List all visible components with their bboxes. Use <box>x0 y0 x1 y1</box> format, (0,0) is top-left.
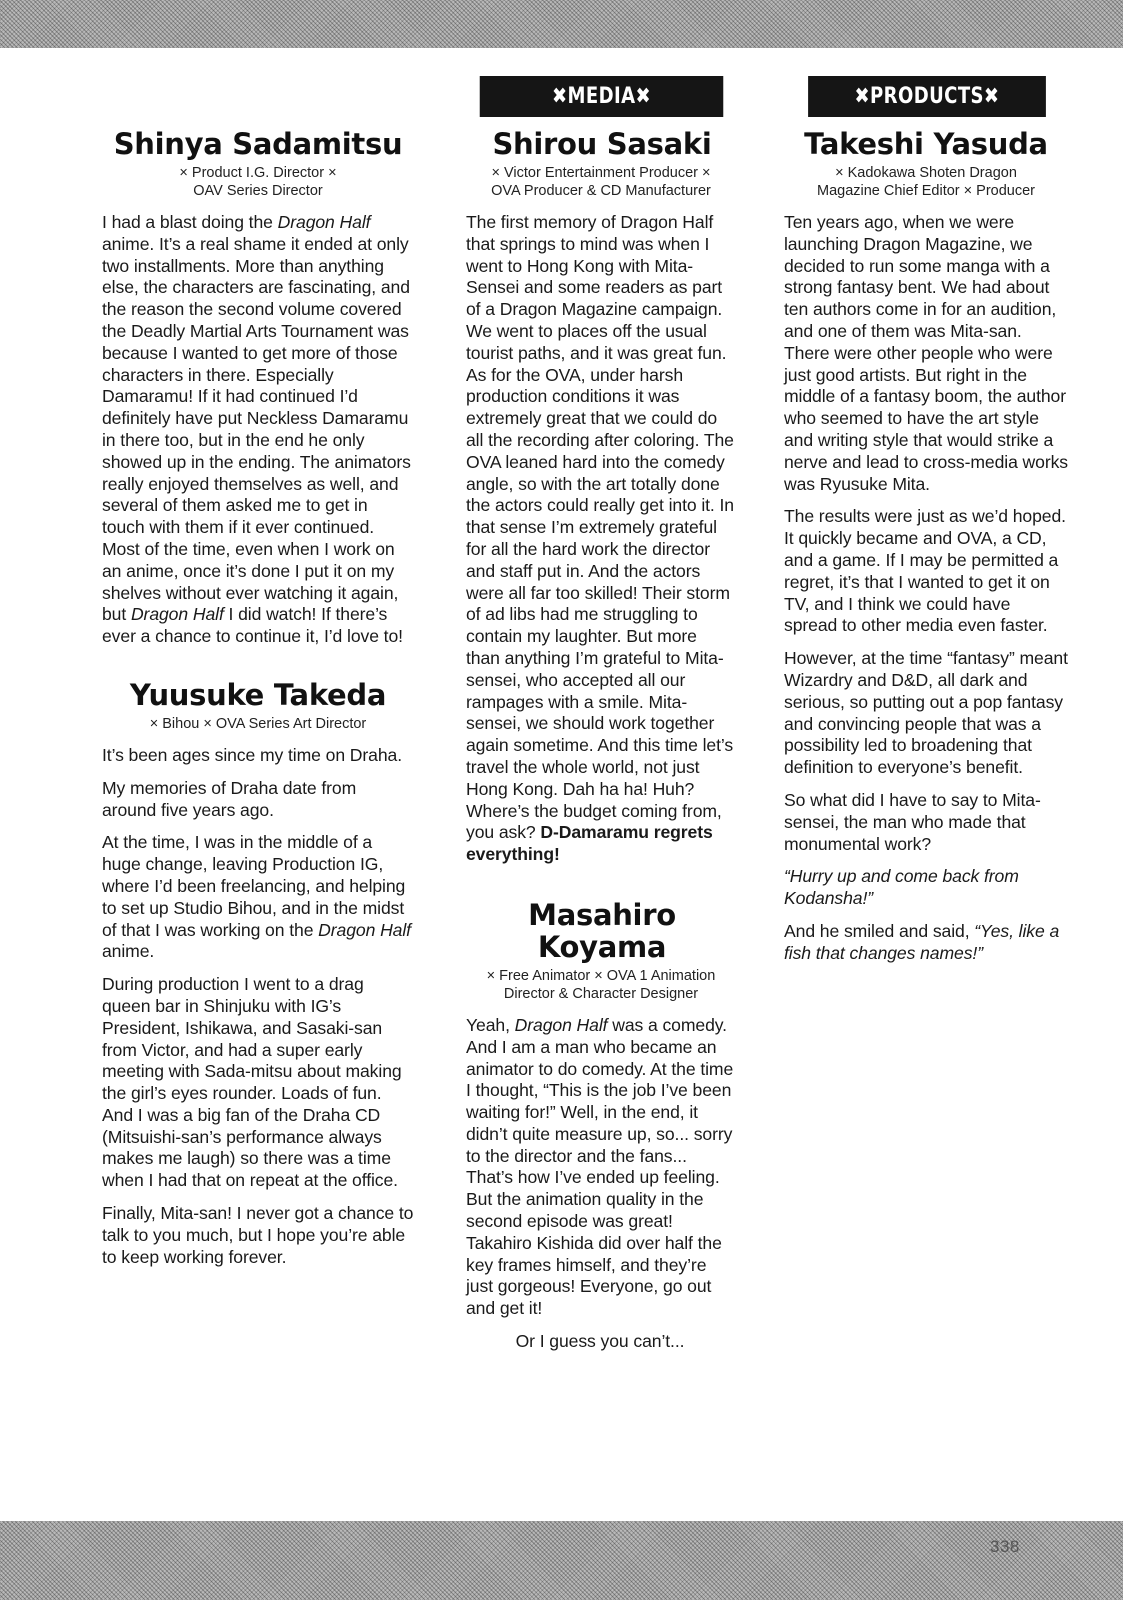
comment-shirou-sasaki <box>466 212 734 866</box>
name-yuusuke-takeda: Yuusuke Takeda <box>129 677 387 712</box>
role-line: OAV Series Director <box>193 183 323 199</box>
role-takeshi-yasuda <box>784 164 1068 200</box>
paragraph: Ten years ago, when we were launching Dragon Magazine, we decided to run some manga with a strong fantasy bent. We had about ten authors come in for an audition, and one of them was Mita-san. There were other people who were just good artists. But right in the middle of a fantasy boom, the author who seemed to have the art style and writing style that would strike a nerve and lead to cross-media works was Ryusuke Mita. <box>784 212 1068 494</box>
name-masahiro-koyama <box>456 899 748 963</box>
paragraph: Finally, Mita-san! I never got a chance to talk to you much, but I hope you’re able to keep working forever. <box>102 1203 414 1267</box>
role-yuusuke-takeda: × Bihou × OVA Series Art Director <box>149 715 367 732</box>
paragraph: At the time, I was in the middle of a huge change, leaving Production IG, where I’d been freelancing, and helping to set up Studio Bihou, and in the midst of that I was working on the Dragon Half anime. <box>102 832 411 962</box>
paragraph: “Hurry up and come back from Kodansha!” <box>784 866 1019 909</box>
bottom-halftone-band <box>0 1521 1123 1600</box>
section-gap <box>466 877 734 899</box>
role-line: × Kadokawa Shoten Dragon <box>835 165 1017 181</box>
role-masahiro-koyama <box>454 967 748 1003</box>
comment-masahiro-koyama <box>466 1015 734 1353</box>
role-shinya-sadamitsu <box>102 164 414 200</box>
paragraph: Yeah, Dragon Half was a comedy. And I am a man who became an animator to do comedy. At the time I thought, “This is the job I’ve been waiting for!” Well, in the end, it didn’t quite measure up, so... sorry to the director and the fans... That’s how I’ve ended up feeling. But the animation quality in the second episode was great! Takahiro Kishida did over half the key frames himself, and they’re just gorgeous! Everyone, go out and get it! <box>466 1014 734 1319</box>
paragraph: And he smiled and said, “Yes, like a fish that changes names!” <box>784 920 1060 963</box>
section-gap <box>102 659 414 679</box>
paragraph: It’s been ages since my time on Draha. <box>102 744 403 765</box>
column-right <box>784 76 1068 976</box>
role-line: × Product I.G. Director × <box>179 165 337 181</box>
role-shirou-sasaki <box>454 164 748 200</box>
role-line: Magazine Chief Editor × Producer <box>816 183 1036 199</box>
products-section-header: ✖PRODUCTS✖ <box>808 76 1046 117</box>
comment-takeshi-yasuda <box>784 212 1068 965</box>
media-section-header: ✖MEDIA✖ <box>480 76 724 117</box>
paragraph: The results were just as we’d hoped. It quickly became and OVA, a CD, and a game. If I may be permitted a regret, it’s that I wanted to get it on TV, and I think we could have spread to other media even faster. <box>784 506 1066 636</box>
page-number: 338 <box>990 1537 1020 1556</box>
column-left <box>102 76 414 1279</box>
paragraph: During production I went to a drag queen bar in Shinjuku with IG’s President, Ishikawa, and Sasaki-san from Victor, and had a super early meeting with Sada-mitsu about making the girl’s eyes rounder. Loads of fun. And I was a big fan of the Draha CD (Mitsuishi-san’s performance always makes me laugh) so there was a time when I had that on repeat at the office. <box>102 974 402 1191</box>
comment-shinya-sadamitsu <box>102 212 414 648</box>
comment-yuusuke-takeda <box>102 745 414 1269</box>
name-shirou-sasaki: Shirou Sasaki <box>492 127 712 161</box>
role-line: OVA Producer & CD Manufacturer <box>491 183 711 199</box>
name-line: Koyama <box>537 929 667 964</box>
role-line: × Free Animator × OVA 1 Animation <box>486 967 716 984</box>
name-takeshi-yasuda: Takeshi Yasuda <box>804 127 1048 161</box>
top-halftone-band <box>0 0 1123 48</box>
name-line: Masahiro <box>528 897 676 932</box>
paragraph: So what did I have to say to Mita-sensei, the man who made that monumental work? <box>784 789 1041 854</box>
paragraph: However, at the time “fantasy” meant Wizardry and D&D, all dark and serious, so putting out a pop fantasy and convincing people that was a possibility led to broadening that definition to everyone’s benefit. <box>784 648 1068 778</box>
paragraph: The first memory of Dragon Half that springs to mind was when I went to Hong Kong with Mita-Sensei and some readers as part of a Dragon Magazine campaign. We went to places off the usual tourist paths, and it was great fun. As for the OVA, under harsh production conditions it was extremely great that we could do all the recording after coloring. The OVA leaned hard into the comedy angle, so with the art totally done the actors could really get into it. In that sense I’m extremely grateful for all the hard work the director and staff put in. And the actors were all far too skilled! Their storm of ad libs had me struggling to contain my laughter. But more than anything I’m grateful to Mita-sensei, who accepted all our rampages with a smile. Mita-sensei, we should work together again sometime. And this time let’s travel the whole world, not just Hong Kong. Dah ha ha! Huh? Where’s the budget coming from, you ask? D-Damaramu regrets everything! <box>466 212 734 865</box>
name-shinya-sadamitsu: Shinya Sadamitsu <box>113 127 403 161</box>
column-middle <box>466 76 734 1364</box>
closing-line: Or I guess you can’t... <box>515 1331 685 1352</box>
role-line: × Victor Entertainment Producer × <box>491 165 711 181</box>
paragraph: My memories of Draha date from around five years ago. <box>102 777 357 820</box>
header-spacer <box>102 76 414 128</box>
paragraph: I had a blast doing the Dragon Half anime. It’s a real shame it ended at only two installments. More than anything else, the characters are fascinating, and the reason the second volume covered the Deadly Martial Arts Tournament was because I wanted to get more of those characters in there. Especially Damaramu! If it had continued I’d definitely have put Neckless Damaramu in there too, but in the end he only showed up in the ending. The animators really enjoyed themselves as well, and several of them asked me to get in touch with them if it ever continued. Most of the time, even when I work on an anime, once it’s done I put it on my shelves without ever watching it again, but Dragon Half I did watch! If there’s ever a chance to continue it, I’d love to! <box>102 212 411 647</box>
role-line: Director & Character Designer <box>503 985 699 1002</box>
